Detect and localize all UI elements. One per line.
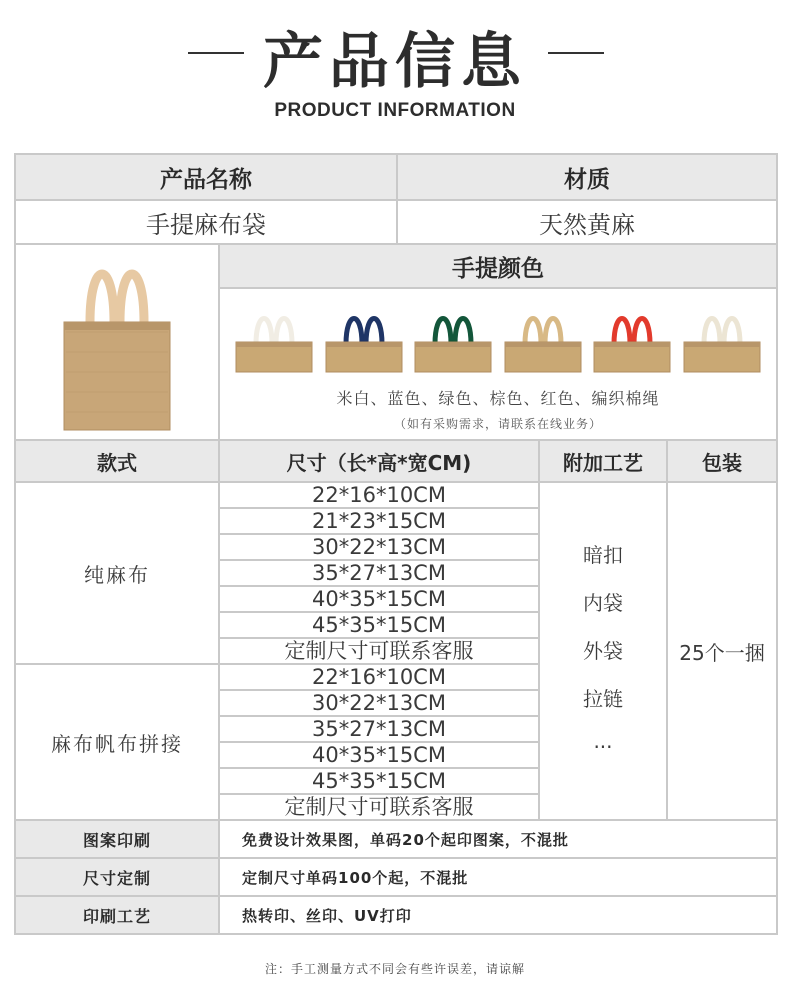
- jute-bag-image: [52, 252, 182, 432]
- bag-handle: [455, 319, 471, 345]
- title-right-line: [548, 52, 604, 54]
- craft-item: 内袋: [583, 591, 623, 615]
- craft-item: 拉链: [583, 687, 623, 711]
- handle-colors-text: 米白、蓝色、绿色、棕色、红色、编织棉绳: [336, 389, 660, 408]
- handle-color-swatch: [682, 304, 762, 374]
- handle-colors-note: （如有采购需求，请联系在线业务）: [393, 417, 602, 431]
- product-spec-table: [14, 153, 778, 935]
- craft-item: 外袋: [583, 639, 623, 663]
- handle-color-swatch: [234, 304, 314, 374]
- bag-handle: [435, 319, 451, 345]
- bag-trim: [236, 342, 312, 347]
- handle-color-swatches: [220, 304, 776, 374]
- size-cell: 35*27*13CM: [219, 560, 539, 586]
- bag-trim: [326, 342, 402, 347]
- style-header: 款式: [15, 440, 219, 482]
- footer-note: 注：手工测量方式不同会有些许误差，请谅解: [264, 962, 525, 976]
- bag-trim: [505, 342, 581, 347]
- size-cell: 22*16*10CM: [219, 482, 539, 508]
- craft-cell: [539, 482, 667, 820]
- size-cell-custom: 定制尺寸可联系客服: [219, 638, 539, 664]
- bag-handle: [256, 319, 272, 345]
- material-header: 材质: [397, 154, 777, 200]
- handle-color-swatch: [413, 304, 493, 374]
- style-cell-pure-jute: 纯麻布: [15, 482, 219, 664]
- handle-color-swatch: [592, 304, 672, 374]
- bag-handle: [525, 319, 541, 345]
- size-cell: 22*16*10CM: [219, 664, 539, 690]
- page-header: [0, 0, 790, 140]
- size-cell: 21*23*15CM: [219, 508, 539, 534]
- bag-handle: [724, 319, 740, 345]
- bag-trim: [415, 342, 491, 347]
- info-value-printing-process: 热转印、丝印、UV打印: [219, 896, 777, 934]
- size-header: 尺寸（长*高*宽CM): [219, 440, 539, 482]
- bag-handle: [366, 319, 382, 345]
- size-cell-custom: 定制尺寸可联系客服: [219, 794, 539, 820]
- size-cell: 40*35*15CM: [219, 586, 539, 612]
- info-label-pattern-printing: 图案印刷: [15, 820, 219, 858]
- handle-color-swatch: [324, 304, 404, 374]
- bag-handle: [545, 319, 561, 345]
- packaging-header: 包装: [667, 440, 777, 482]
- packaging-cell: 25个一捆: [667, 482, 777, 820]
- info-value-pattern-printing: 免费设计效果图，单码20个起印图案，不混批: [219, 820, 777, 858]
- page-subtitle: PRODUCT INFORMATION: [274, 100, 516, 121]
- handle-color-swatch: [503, 304, 583, 374]
- bag-handle: [614, 319, 630, 345]
- style-cell-jute-canvas: 麻布帆布拼接: [15, 664, 219, 820]
- info-label-size-custom: 尺寸定制: [15, 858, 219, 896]
- info-value-size-custom: 定制尺寸单码100个起，不混批: [219, 858, 777, 896]
- size-cell: 35*27*13CM: [219, 716, 539, 742]
- size-cell: 45*35*15CM: [219, 768, 539, 794]
- bag-handle: [276, 319, 292, 345]
- craft-item: ···: [593, 735, 613, 759]
- page-title: 产品信息: [263, 27, 527, 97]
- info-label-printing-process: 印刷工艺: [15, 896, 219, 934]
- size-cell: 45*35*15CM: [219, 612, 539, 638]
- size-cell: 30*22*13CM: [219, 534, 539, 560]
- size-cell: 40*35*15CM: [219, 742, 539, 768]
- bag-handle: [634, 319, 650, 345]
- handle-color-header: 手提颜色: [219, 244, 777, 288]
- product-image-cell: [15, 244, 219, 440]
- craft-header: 附加工艺: [539, 440, 667, 482]
- material-value: 天然黄麻: [397, 200, 777, 244]
- product-name-value: 手提麻布袋: [15, 200, 397, 244]
- size-cell: 30*22*13CM: [219, 690, 539, 716]
- bag-handle: [346, 319, 362, 345]
- product-name-header: 产品名称: [15, 154, 397, 200]
- bag-trim: [684, 342, 760, 347]
- handle-color-cell: [219, 288, 777, 440]
- bag-trim: [594, 342, 670, 347]
- craft-item: 暗扣: [583, 543, 623, 567]
- bag-handle: [704, 319, 720, 345]
